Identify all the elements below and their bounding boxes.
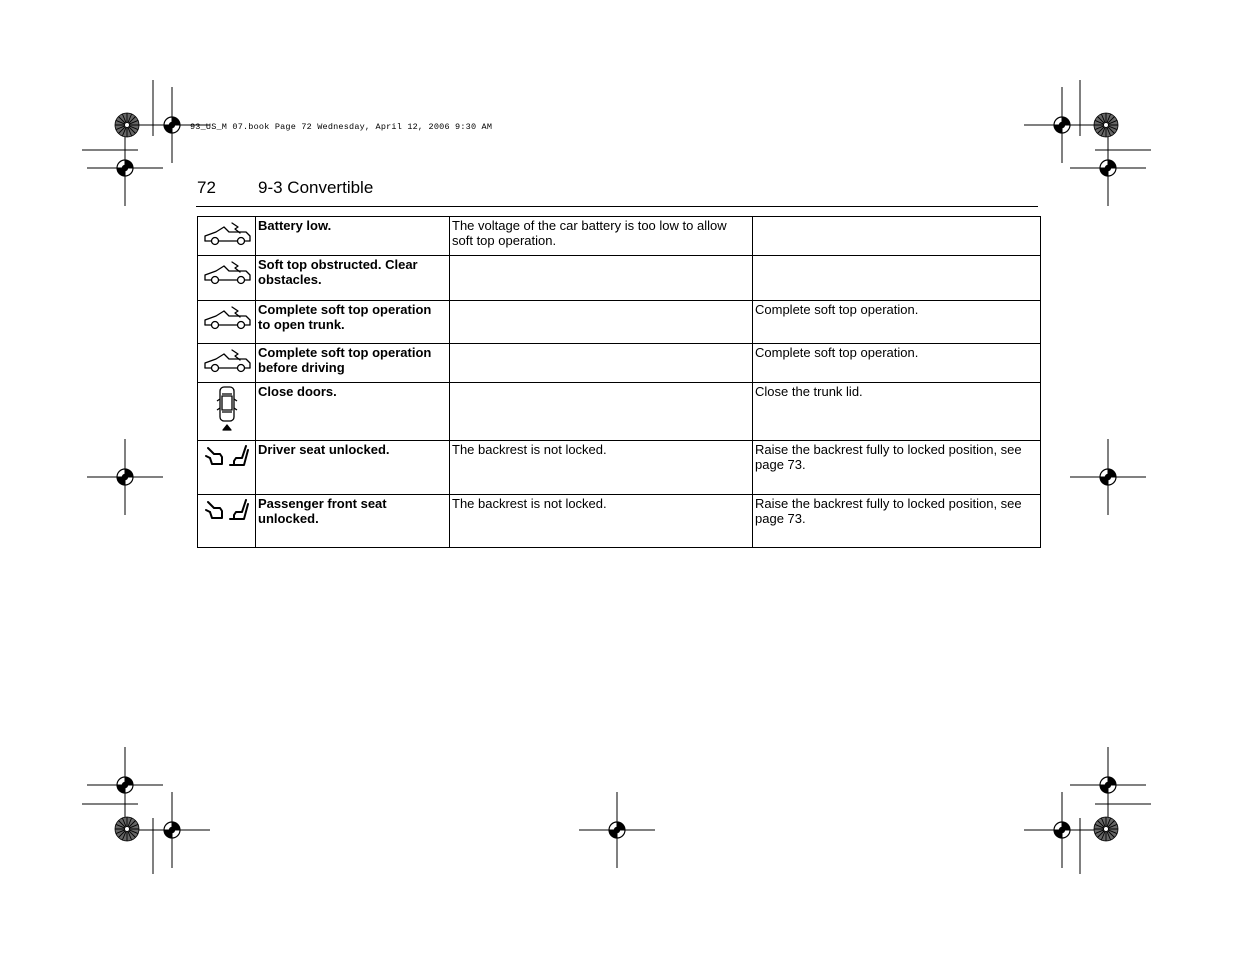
- convertible-car-icon: [198, 301, 256, 344]
- action-text: Raise the backrest fully to locked position, see page 73.: [753, 441, 1041, 495]
- seat-backrest-icon: [198, 495, 256, 548]
- cause-text: [450, 344, 753, 383]
- car-top-view-icon: [198, 383, 256, 441]
- header-rule: [196, 206, 1038, 207]
- action-text: Raise the backrest fully to locked position, see page 73.: [753, 495, 1041, 548]
- table-row: [198, 256, 1041, 301]
- cause-text: The backrest is not locked.: [450, 495, 753, 548]
- cause-text: The voltage of the car battery is too low to allow soft top operation.: [450, 217, 753, 256]
- message-text: Complete soft top operation to open trunk.: [256, 301, 450, 344]
- cause-text: The backrest is not locked.: [450, 441, 753, 495]
- message-text: Passenger front seat unlocked.: [256, 495, 450, 548]
- table-row: [198, 217, 1041, 256]
- message-text: Battery low.: [256, 217, 450, 256]
- convertible-car-icon: [198, 217, 256, 256]
- message-text: Driver seat unlocked.: [256, 441, 450, 495]
- table-row: [198, 383, 1041, 441]
- seat-backrest-icon: [198, 441, 256, 495]
- page-title: 9-3 Convertible: [258, 178, 374, 197]
- cause-text: [450, 383, 753, 441]
- message-text: Complete soft top operation before driving: [256, 344, 450, 383]
- table-row: [198, 344, 1041, 383]
- convertible-car-icon: [198, 344, 256, 383]
- table-row: [198, 495, 1041, 548]
- message-table: [197, 216, 1041, 548]
- table-row: [198, 301, 1041, 344]
- page-number: 72: [197, 178, 216, 197]
- convertible-car-icon: [198, 256, 256, 301]
- action-text: Complete soft top operation.: [753, 344, 1041, 383]
- action-text: Close the trunk lid.: [753, 383, 1041, 441]
- message-text: Close doors.: [256, 383, 450, 441]
- message-text: Soft top obstructed. Clear obstacles.: [256, 256, 450, 301]
- action-text: [753, 217, 1041, 256]
- action-text: [753, 256, 1041, 301]
- cause-text: [450, 256, 753, 301]
- table-row: [198, 441, 1041, 495]
- action-text: Complete soft top operation.: [753, 301, 1041, 344]
- print-slug: 93_US_M 07.book Page 72 Wednesday, April 12, 2006 9:30 AM: [190, 122, 493, 132]
- cause-text: [450, 301, 753, 344]
